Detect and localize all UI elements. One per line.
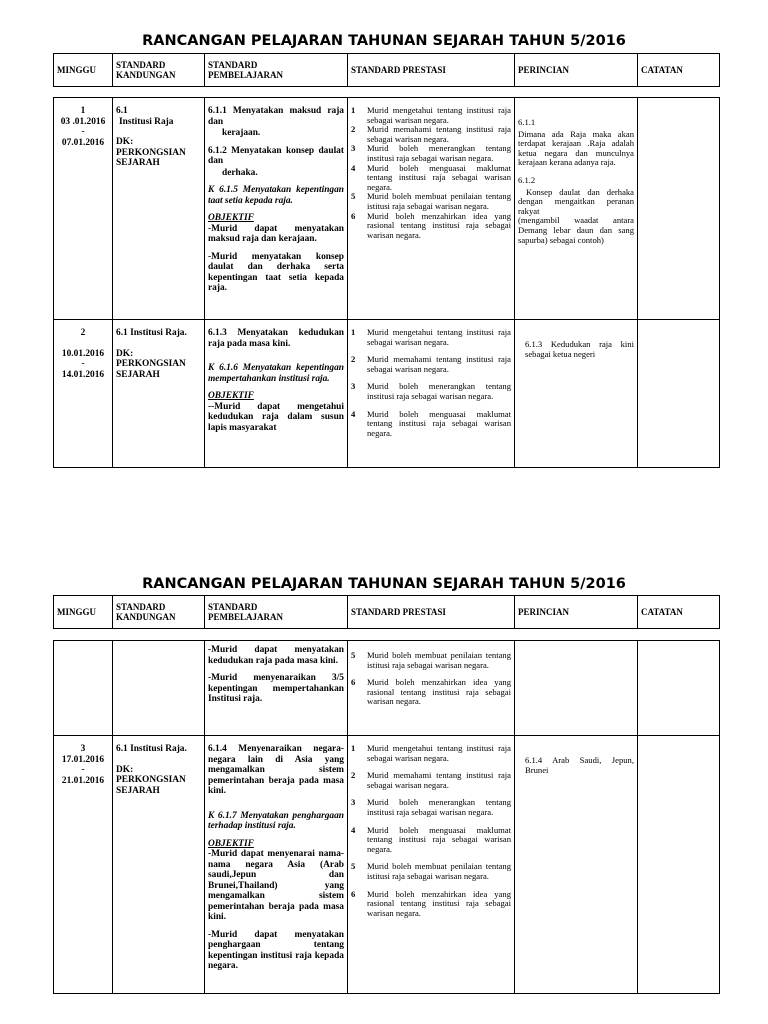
header-perincian: PERINCIAN: [515, 596, 638, 629]
perincian-cell: [515, 98, 638, 320]
header-table: [53, 53, 720, 87]
week-start: 17.01.2016: [61, 754, 105, 765]
header-minggu: MINGGU: [54, 596, 113, 629]
objektif-item: -Murid dapat menyatakan penghargaan tentang kepentingan institusi raja kepada negara.: [208, 929, 344, 971]
prestasi-list: [351, 106, 511, 240]
prestasi-item: 1 Murid mengetahui tentang institusi raja sebagai warisan negara.: [351, 105, 511, 125]
prestasi-item: 2 Murid memahami tentang institusi raja sebagai warisan negara.: [351, 124, 511, 144]
week-cell: [54, 641, 113, 736]
perincian-text: Dimana ada Raja maka akan terdapat kerajaan .Raja adalah ketua negara dan munculnya kerajaan kerana adanya raja.: [518, 128, 634, 168]
plan-table-page2: [53, 640, 720, 994]
objektif-item: --Murid dapat mengetahui kedudukan raja dalam susun lapis masyarakat: [208, 401, 344, 433]
sp-item: 6.1.4 Menyenaraikan negara-negara lain di Asia yang mengamalkan sistem pemerintahan beraja pada masa kini.: [208, 744, 344, 796]
catatan-cell: [638, 320, 720, 468]
catatan-cell: [638, 736, 720, 994]
week-start: 10.01.2016: [61, 348, 105, 359]
prestasi-cell: [348, 320, 515, 468]
prestasi-item: 6 Murid boleh menzahirkan idea yang rasional tentang institusi raja sebagai warisan negara.: [351, 888, 511, 918]
objektif-item: -Murid dapat menyatakan kedudukan raja pada masa kini.: [208, 645, 344, 666]
perincian-cell: [515, 736, 638, 994]
week-cell: [54, 98, 113, 320]
header-kandungan: STANDARD KANDUNGAN: [113, 596, 205, 629]
week-dash: -: [81, 127, 85, 137]
header-minggu: MINGGU: [54, 54, 113, 87]
dk-label: DK:: [116, 137, 134, 147]
week-number: 1: [80, 106, 86, 116]
sp-k-item: K 6.1.5 Menyatakan kepentingan taat setia kepada raja.: [208, 185, 344, 206]
table-row: [54, 641, 720, 736]
header-pembelajaran: STANDARD PEMBELAJARAN: [205, 54, 348, 87]
dk-label: DK:: [116, 764, 134, 775]
header-table: [53, 595, 720, 629]
week-cell: [54, 320, 113, 468]
prestasi-item: 4 Murid boleh menguasai maklumat tentang institusi raja sebagai warisan negara.: [351, 824, 511, 854]
pembelajaran-cell: [205, 320, 348, 468]
week-end: 07.01.2016: [61, 137, 105, 148]
kandungan-title: 6.1 Institusi Raja.: [116, 328, 187, 338]
prestasi-item: 3 Murid boleh menerangkan tentang institusi raja sebagai warisan negara.: [351, 143, 511, 163]
header-perincian: PERINCIAN: [515, 54, 638, 87]
perincian-text: (mengambil waadat antara Demang lebar daun dan sang sapurba) sebagai contoh): [518, 215, 634, 245]
prestasi-item: 4 Murid boleh menguasai maklumat tentang institusi raja sebagai warisan negara.: [351, 162, 511, 192]
perincian-cell: [515, 641, 638, 736]
week-number: 3: [80, 744, 86, 754]
kandungan-title: 6.1 Institusi Raja.: [116, 744, 187, 754]
prestasi-item: 5 Murid boleh membuat penilaian tentang istitusi raja sebagai warisan negara.: [351, 861, 511, 881]
objektif-label: OBJEKTIF: [208, 391, 254, 401]
perincian-code: 6.1.2: [518, 174, 536, 185]
objektif-label: OBJEKTIF: [208, 213, 254, 223]
sp-item-cont: derhaka.: [222, 167, 258, 178]
kandungan-cell: [113, 641, 205, 736]
objektif-item: -Murid menyatakan konsep daulat dan derhaka serta kepentingan taat setia kepada raja.: [208, 251, 344, 293]
perincian-cell: [515, 320, 638, 468]
table-row: [54, 98, 720, 320]
kandungan-title: Institusi Raja: [119, 116, 174, 127]
week-number: 2: [80, 328, 86, 338]
objektif-item: -Murid dapat menyenarai nama-nama negara Asia (Arab saudi,Jepun dan Brunei,Thailand) yang mengamalkan sistem pemerintahan beraja pada masa kini.: [208, 849, 344, 922]
pembelajaran-cell: [205, 736, 348, 994]
sp-item: 6.1.1 Menyatakan maksud raja dan: [208, 106, 344, 127]
prestasi-item: 3 Murid boleh menerangkan tentang institusi raja sebagai warisan negara.: [351, 381, 511, 401]
objektif-item: -Murid dapat menyatakan maksud raja dan kerajaan.: [208, 223, 344, 244]
dk-label: DK:: [116, 348, 134, 359]
sp-item: 6.1.3 Menyatakan kedudukan raja pada masa kini.: [208, 328, 344, 349]
plan-table-page1: [53, 97, 720, 468]
prestasi-item: 2 Murid memahami tentang institusi raja sebagai warisan negara.: [351, 354, 511, 374]
header-catatan: CATATAN: [638, 596, 720, 629]
catatan-cell: [638, 641, 720, 736]
perincian-text: Konsep daulat dan derhaka dengan mengaitkan peranan rakyat: [518, 186, 634, 216]
header-prestasi: STANDARD PRESTASI: [348, 54, 515, 87]
prestasi-item: 5 Murid boleh membuat penilaian tentang istitusi raja sebagai warisan negara.: [351, 191, 511, 211]
prestasi-item: 1 Murid mengetahui tentang institusi raja sebagai warisan negara.: [351, 327, 511, 347]
perincian-text: 6.1.4 Arab Saudi, Jepun, Brunei: [525, 755, 634, 775]
pembelajaran-cell: [205, 98, 348, 320]
kandungan-cell: [113, 736, 205, 994]
dk-text: PERKONGSIAN SEJARAH: [116, 359, 186, 380]
prestasi-item: 1 Murid mengetahui tentang institusi raja sebagai warisan negara.: [351, 743, 511, 763]
page-title: RANCANGAN PELAJARAN TAHUNAN SEJARAH TAHUN 5/2016: [142, 576, 626, 592]
perincian-code: 6.1.1: [518, 117, 536, 127]
prestasi-item: 6 Murid boleh menzahirkan idea yang rasional tentang institusi raja sebagai warisan negara.: [351, 210, 511, 240]
header-catatan: CATATAN: [638, 54, 720, 87]
prestasi-item: 6 Murid boleh menzahirkan idea yang rasional tentang institusi raja sebagai warisan negara.: [351, 677, 511, 707]
dk-text: PERKONGSIAN SEJARAH: [116, 775, 186, 796]
sp-k-item: K 6.1.6 Menyatakan kepentingan mempertahankan institusi raja.: [208, 363, 344, 384]
kandungan-cell: [113, 320, 205, 468]
week-cell: [54, 736, 113, 994]
week-dash: -: [81, 359, 85, 369]
week-dash: -: [81, 765, 85, 775]
sp-item: 6.1.2 Menyatakan konsep daulat dan: [208, 145, 344, 166]
prestasi-item: 3 Murid boleh menerangkan tentang institusi raja sebagai warisan negara.: [351, 797, 511, 817]
prestasi-list: [351, 328, 511, 438]
catatan-cell: [638, 98, 720, 320]
week-end: 21.01.2016: [61, 775, 105, 786]
dk-text: PERKONGSIAN SEJARAH: [116, 147, 186, 168]
header-pembelajaran: STANDARD PEMBELAJARAN: [205, 596, 348, 629]
prestasi-item: 4 Murid boleh menguasai maklumat tentang institusi raja sebagai warisan negara.: [351, 408, 511, 438]
pembelajaran-cell: [205, 641, 348, 736]
table-row: [54, 320, 720, 468]
objektif-item: -Murid menyenaraikan 3/5 kepentingan mempertahankan Institusi raja.: [208, 673, 344, 704]
kandungan-cell: [113, 98, 205, 320]
header-prestasi: STANDARD PRESTASI: [348, 596, 515, 629]
header-kandungan: STANDARD KANDUNGAN: [113, 54, 205, 87]
prestasi-cell: [348, 641, 515, 736]
objektif-label: OBJEKTIF: [208, 838, 254, 849]
sp-item-cont: kerajaan.: [222, 128, 261, 138]
prestasi-cell: [348, 98, 515, 320]
perincian-text: 6.1.3 Kedudukan raja kini sebagai ketua negeri: [525, 339, 634, 359]
table-row: [54, 736, 720, 994]
prestasi-list: [351, 651, 511, 707]
prestasi-cell: [348, 736, 515, 994]
prestasi-item: 2 Murid memahami tentang institusi raja sebagai warisan negara.: [351, 770, 511, 790]
sp-k-item: K 6.1.7 Menyatakan penghargaan terhadap institusi raja.: [208, 810, 344, 831]
kandungan-code: 6.1: [116, 106, 128, 116]
week-start: 03 .01.2016: [60, 116, 106, 127]
week-end: 14.01.2016: [61, 369, 105, 380]
page-title: RANCANGAN PELAJARAN TAHUNAN SEJARAH TAHUN 5/2016: [142, 33, 626, 49]
prestasi-list: [351, 744, 511, 918]
prestasi-item: 5 Murid boleh membuat penilaian tentang istitusi raja sebagai warisan negara.: [351, 650, 511, 670]
